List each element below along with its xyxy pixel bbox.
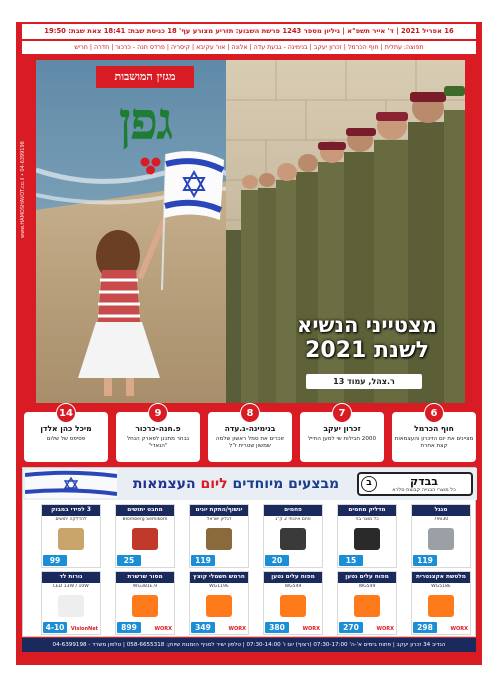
card-desc: מציינים את יום הזיכרון והעצמאות קצת אחרת <box>394 436 474 449</box>
product-image-icon <box>420 524 462 554</box>
product-price: 119 <box>413 555 437 566</box>
product-name: מנגל <box>412 505 470 516</box>
product-sub: 79x30 <box>433 517 449 522</box>
product-card[interactable] <box>263 571 323 635</box>
product-name: מדליק מחמים <box>338 505 396 516</box>
product-card[interactable] <box>41 504 101 568</box>
page-number-badge: 6 <box>424 403 444 423</box>
product-image-icon <box>420 591 462 621</box>
product-sub: דגליון ישראל <box>206 517 232 522</box>
card-desc: נבחר מתכנן לפארק הנחל "הנאדי" <box>126 436 190 449</box>
card-title: זכרון יעקב <box>323 424 361 433</box>
grapes-icon <box>136 156 166 176</box>
product-price: 380 <box>265 622 289 633</box>
store-logo-icon: ב <box>361 476 377 492</box>
product-price: 298 <box>413 622 437 633</box>
card-title: פ.חנה-כרכור <box>135 424 181 433</box>
product-image-icon <box>124 591 166 621</box>
headline <box>262 312 472 364</box>
product-sub: LED 13W / 10W <box>53 584 89 589</box>
product-sub: WG119E <box>209 584 229 589</box>
story-card[interactable] <box>24 408 108 462</box>
card-desc: 2000 חבילות שי למען החייל <box>307 436 377 442</box>
story-card[interactable] <box>392 408 476 462</box>
product-image-icon <box>50 524 92 554</box>
product-name: נורות לד <box>42 572 100 583</box>
product-price: 270 <box>339 622 363 633</box>
ad-banner <box>23 468 477 500</box>
page-number-badge: 8 <box>240 403 260 423</box>
product-image-icon <box>272 591 314 621</box>
product-card[interactable] <box>263 504 323 568</box>
card-desc: פסיפס של שלום <box>46 436 86 442</box>
product-brand: WORX <box>450 626 468 632</box>
headline-credit: ר.צהל, עמוד 13 <box>306 374 422 389</box>
product-image-icon <box>272 524 314 554</box>
product-card[interactable] <box>189 504 249 568</box>
product-image-icon <box>198 524 240 554</box>
product-card[interactable] <box>411 504 471 568</box>
product-card[interactable] <box>115 504 175 568</box>
product-name: פחמים <box>264 505 322 516</box>
product-price: 99 <box>43 555 67 566</box>
product-sub: להדלקה יתושים <box>55 517 87 522</box>
distribution-line: תפוצה: עתלית | חוף הכרמל | זכרון יעקב | בנימינה - גבעת עדה | אלונה | אור עקיבא | קיסריה | פרדס חנה - כרכור | חדרה | חריש <box>22 41 476 54</box>
product-brand: WORX <box>376 626 394 632</box>
product-sub: WG549 <box>284 584 302 589</box>
product-card[interactable] <box>189 571 249 635</box>
store-name: בבדק <box>410 475 438 488</box>
ad-title <box>121 470 351 498</box>
product-price: 119 <box>191 555 215 566</box>
ad-title-part1: מבצעים מיוחדים <box>232 476 340 492</box>
page-number-badge: 14 <box>56 403 76 423</box>
product-brand: VisionNet <box>70 626 98 632</box>
page-number-badge: 7 <box>332 403 352 423</box>
product-brand: WORX <box>302 626 320 632</box>
product-name: מלטשת אקצנטרית <box>412 572 470 583</box>
magazine-logo <box>96 66 194 176</box>
product-sub: פחם איכותי 2 ק"ג <box>275 517 311 522</box>
logo-subtitle: מגזין המושבות <box>96 66 194 88</box>
product-card[interactable] <box>115 571 175 635</box>
product-brand: WORX <box>228 626 246 632</box>
product-sub: WG381E.9 <box>132 584 158 589</box>
store-tagline: כל מוצרי הבנייה קבוצת סלרא <box>392 487 456 493</box>
product-price: 4-10 <box>43 622 67 633</box>
store-logo <box>357 472 473 496</box>
product-name: מסור שרשרת <box>116 572 174 583</box>
card-title: מיכל כהן אלדן <box>40 424 92 433</box>
product-image-icon <box>198 591 240 621</box>
product-card[interactable] <box>337 571 397 635</box>
story-cards <box>22 406 476 462</box>
product-sub: WG549 <box>358 584 376 589</box>
product-name: מפוח עלים נטען <box>264 572 322 583</box>
headline-line2: לשנת 2021 <box>305 338 429 363</box>
product-name: 3 לפידי במבוק <box>42 505 100 516</box>
card-title: בנימינה-ג.עדה <box>224 424 276 433</box>
product-card[interactable] <box>337 504 397 568</box>
product-sub: WG518E <box>431 584 451 589</box>
product-brand: WORX <box>154 626 172 632</box>
product-image-icon <box>346 524 388 554</box>
story-card[interactable] <box>116 408 200 462</box>
product-name: מחבט יתושים <box>116 505 174 516</box>
product-name: חרמש חשמלי קוצץ <box>190 572 248 583</box>
product-image-icon <box>50 591 92 621</box>
product-sub: כל מוצר בו! <box>355 517 379 522</box>
product-price: 899 <box>117 622 141 633</box>
headline-line1: מצטייני הנשיא <box>297 313 437 337</box>
logo-name: גפן <box>118 91 172 152</box>
product-price: 20 <box>265 555 289 566</box>
product-image-icon <box>346 591 388 621</box>
product-card[interactable] <box>411 571 471 635</box>
product-price: 349 <box>191 622 215 633</box>
product-name: ינשוף/התקת יוגים <box>190 505 248 516</box>
issue-info-line: 16 אפריל 2021 | ד' אייר תשפ"א | גיליון מספר 1243 פרשת השבוע: תזריע מצורע עף' 18 כניסת שבת: 18:41 צאת שבת: 19:50 <box>22 24 476 39</box>
story-card[interactable] <box>208 408 292 462</box>
israel-flag-icon <box>25 470 117 498</box>
card-title: חוף הכרמל <box>414 424 454 433</box>
side-vertical-text: www.HAMOSHAVOT.co.il • 04-6399198 <box>20 141 26 239</box>
product-price: 15 <box>339 555 363 566</box>
advertisement <box>22 467 476 637</box>
ad-title-part2: ליום <box>200 476 228 492</box>
product-price: 25 <box>117 555 141 566</box>
story-card[interactable] <box>300 408 384 462</box>
product-card[interactable] <box>41 571 101 635</box>
product-image-icon <box>124 524 166 554</box>
product-name: מפוח עלים נטען <box>338 572 396 583</box>
page-number-badge: 9 <box>148 403 168 423</box>
card-desc: זוכרים את סמל ראשון שלמה שמשון שטרית ז"ל <box>215 436 285 449</box>
product-sub: Blomberg Semikom <box>122 517 168 522</box>
store-footer: הנדיב 34 זכרון יעקב | פתוח בימים א'-ה' 07:30-17:00 (רצוף) יום ו' 07:30-14:00 | טלפון ישיר לסניף הזמנות שיווק: 058-6655318 | טלפון משרד - 04-6399198 <box>22 638 476 652</box>
ad-title-part3: העצמאות <box>132 476 196 492</box>
